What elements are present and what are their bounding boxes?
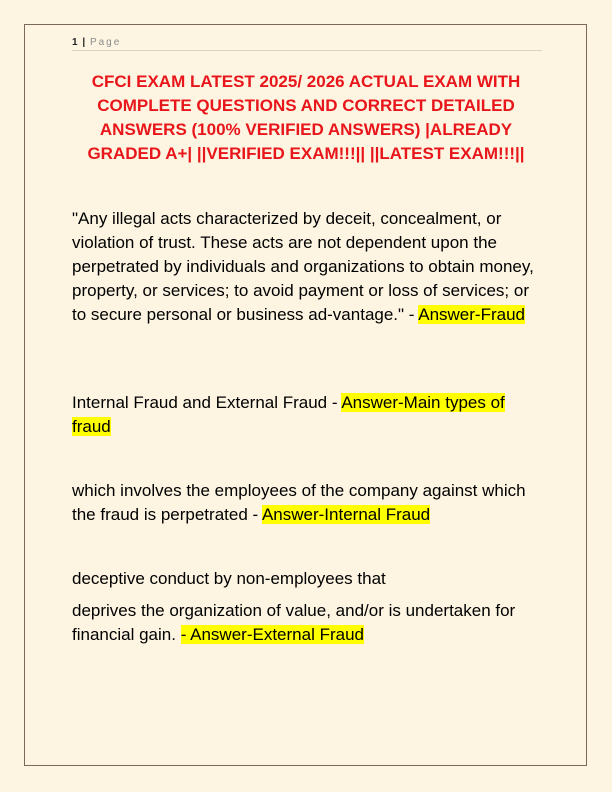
page-header (72, 36, 542, 51)
page-separator: | (82, 37, 86, 48)
document-title: CFCI EXAM LATEST 2025/ 2026 ACTUAL EXAM WITH COMPLETE QUESTIONS AND CORRECT DETAILED ANSWERS (100% VERIFIED ANSWERS) |ALREADY GRADED A+| ||VERIFIED EXAM!!!|| ||LATEST EXAM!!!|| (87, 72, 525, 163)
qa-item-external-fraud-line1 (72, 567, 542, 591)
qa-item-fraud-definition (72, 207, 542, 327)
page-label: Page (89, 37, 122, 48)
qa-item-fraud-types (72, 391, 542, 439)
answer-highlight: Answer-Fraud (418, 305, 525, 324)
question-text: "Any illegal acts characterized by deceit, concealment, or violation of trust. These acts are not dependent upon the perpetrated by individuals and organizations to obtain money, property, or services; to avoid payment or loss of services; or to secure personal or business ad-vantage." - (72, 209, 534, 324)
question-text: Internal Fraud and External Fraud - (72, 393, 342, 412)
question-text: deprives the organization of value, and/or is undertaken for financial gain. (72, 601, 516, 644)
qa-item-external-fraud-line2 (72, 599, 542, 647)
question-text: deceptive conduct by non-employees that (72, 569, 386, 588)
question-text: which involves the employees of the company against which the fraud is perpetrated - (72, 481, 526, 524)
answer-highlight: Answer-Main types of fraud (72, 393, 505, 436)
answer-highlight: Answer-Internal Fraud (261, 505, 431, 524)
page-number: 1 (72, 37, 78, 48)
answer-highlight: - Answer-External Fraud (180, 625, 364, 644)
qa-item-internal-fraud (72, 479, 542, 527)
